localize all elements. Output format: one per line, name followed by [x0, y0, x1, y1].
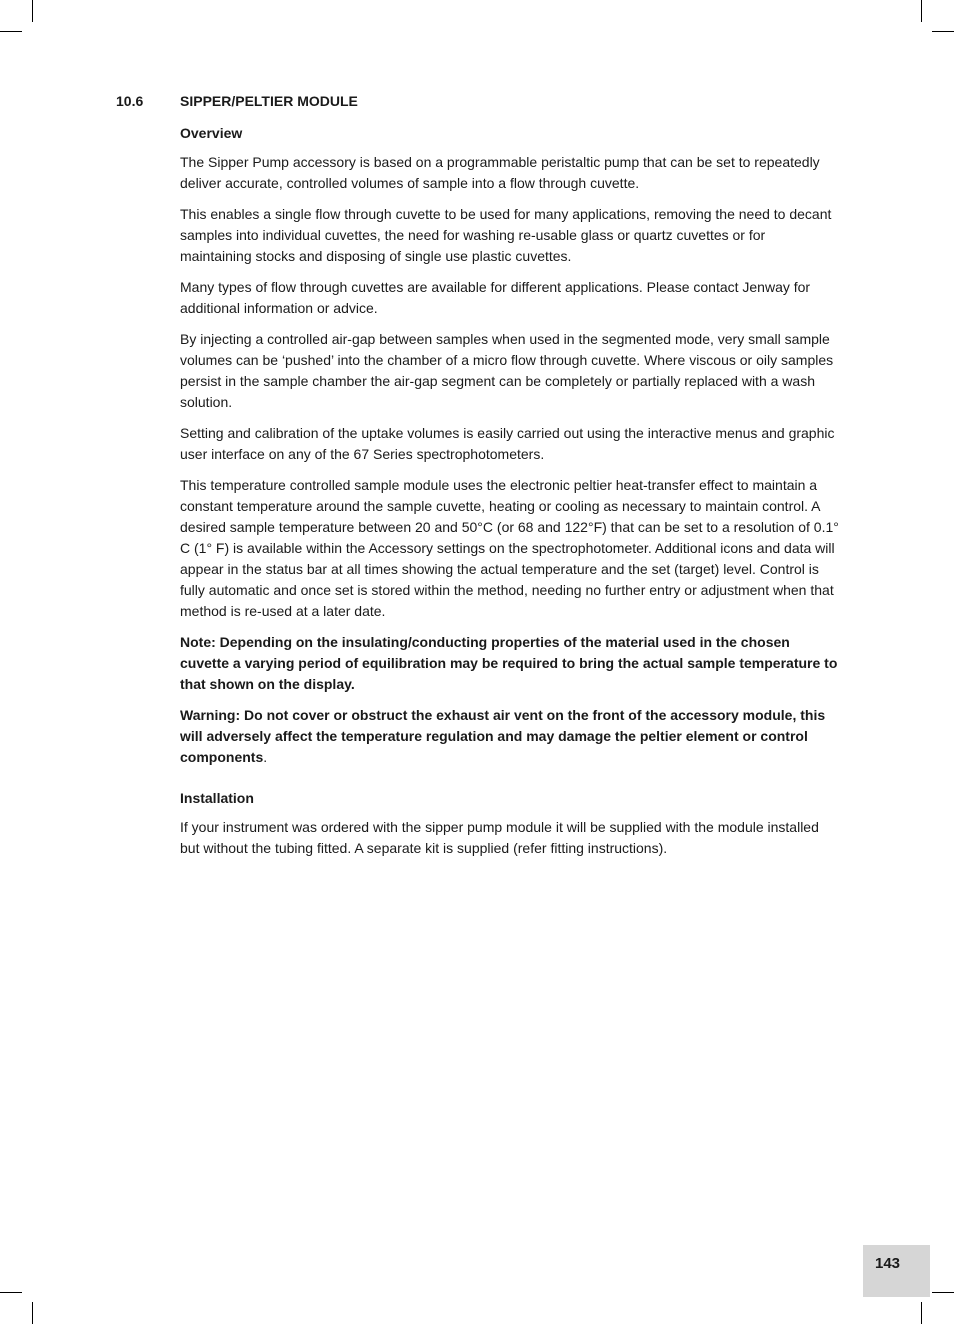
- crop-mark-bottom-left-vertical: [32, 1302, 33, 1324]
- crop-mark-top-left-horizontal: [0, 31, 22, 32]
- crop-mark-bottom-left-horizontal: [0, 1292, 22, 1293]
- warning-paragraph: [180, 705, 840, 768]
- section-number: 10.6: [116, 93, 144, 109]
- installation-heading: Installation: [180, 790, 254, 806]
- warning-text: Warning: Do not cover or obstruct the exhaust air vent on the front of the accessory module, this will adversely affect the temperature regulation and may damage the peltier element or control components: [180, 707, 826, 765]
- note-paragraph: Note: Depending on the insulating/conducting properties of the material used in the chosen cuvette a varying period of equilibration may be required to bring the actual sample temperature to that shown on the display.: [180, 634, 838, 692]
- crop-mark-bottom-right-vertical: [921, 1302, 922, 1324]
- crop-mark-bottom-right-horizontal: [932, 1292, 954, 1293]
- page-number-box: [863, 1245, 930, 1297]
- warning-suffix: .: [263, 749, 268, 765]
- overview-paragraph: This temperature controlled sample module uses the electronic peltier heat-transfer effect to maintain a constant temperature around the sample cuvette, heating or cooling as necessary to maintain control. A desired sample temperature between 20 and 50°C (or 68 and 122°F) that can be set to a resolution of 0.1° C (1° F) is available within the Accessory settings on the spectrophotometer. Additional icons and data will appear in the status bar at all times showing the actual temperature and the set (target) level. Control is fully automatic and once set is stored within the method, needing no further entry or adjustment when that method is re-used at a later date.: [180, 477, 839, 619]
- installation-paragraph: If your instrument was ordered with the sipper pump module it will be supplied with the module installed but without the tubing fitted. A separate kit is supplied (refer fitting instructions).: [180, 819, 819, 856]
- page-content: [180, 124, 840, 869]
- overview-heading: Overview: [180, 125, 243, 141]
- overview-paragraph: Setting and calibration of the uptake volumes is easily carried out using the interactive menus and graphic user interface on any of the 67 Series spectrophotometers.: [180, 425, 835, 462]
- overview-paragraph: This enables a single flow through cuvette to be used for many applications, removing the need to decant samples into individual cuvettes, the need for washing re-usable glass or quartz cuvettes or for maintaining stocks and disposing of single use plastic cuvettes.: [180, 206, 832, 264]
- overview-paragraph: The Sipper Pump accessory is based on a programmable peristaltic pump that can be set to repeatedly deliver accurate, controlled volumes of sample into a flow through cuvette.: [180, 154, 820, 191]
- crop-mark-top-right-horizontal: [932, 31, 954, 32]
- overview-paragraph: Many types of flow through cuvettes are available for different applications. Please contact Jenway for additional information or advice.: [180, 279, 811, 316]
- overview-paragraph: By injecting a controlled air-gap between samples when used in the segmented mode, very small sample volumes can be ‘pushed’ into the chamber of a micro flow through cuvette. Where viscous or oily samples persist in the sample chamber the air-gap segment can be completely or partially replaced with a wash solution.: [180, 331, 834, 410]
- crop-mark-top-right-vertical: [921, 0, 922, 22]
- crop-mark-top-left-vertical: [32, 0, 33, 22]
- section-title: SIPPER/PELTIER MODULE: [180, 93, 358, 109]
- page-number: 143: [875, 1255, 901, 1272]
